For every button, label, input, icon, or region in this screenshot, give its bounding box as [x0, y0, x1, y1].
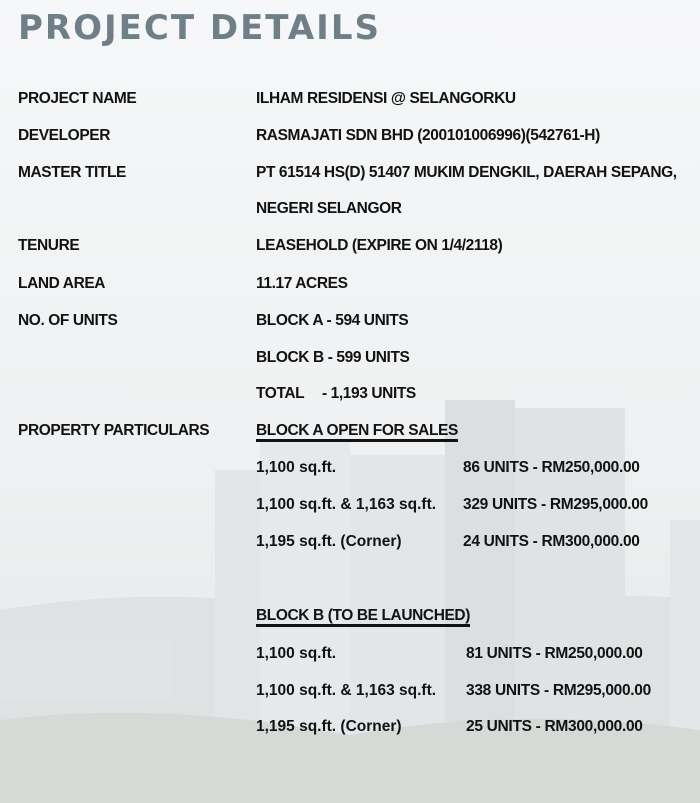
developer-value: RASMAJATI SDN BHD (200101006996)(542761-H): [256, 127, 600, 144]
tenure-label: TENURE: [18, 237, 80, 254]
no-of-units-label: NO. OF UNITS: [18, 312, 118, 329]
land-area-label: LAND AREA: [18, 275, 106, 292]
block-a-heading: BLOCK A OPEN FOR SALES: [256, 422, 458, 439]
block-b-row-2-price: 338 UNITS - RM295,000.00: [466, 682, 651, 699]
block-a-row-3-size: 1,195 sq.ft. (Corner): [256, 533, 402, 550]
total-units-label: TOTAL: [256, 385, 305, 402]
block-a-row-1-price: 86 UNITS - RM250,000.00: [463, 459, 640, 476]
project-name-value: ILHAM RESIDENSI @ SELANGORKU: [256, 90, 516, 107]
tenure-value: LEASEHOLD (EXPIRE ON 1/4/2118): [256, 237, 503, 254]
land-area-value: 11.17 ACRES: [256, 275, 348, 292]
master-title-label: MASTER TITLE: [18, 164, 126, 181]
block-b-row-1-price: 81 UNITS - RM250,000.00: [466, 645, 643, 662]
project-name-label: PROJECT NAME: [18, 90, 137, 107]
block-a-row-3-price: 24 UNITS - RM300,000.00: [463, 533, 640, 550]
block-a-row-1-size: 1,100 sq.ft.: [256, 459, 337, 476]
block-b-units: BLOCK B - 599 UNITS: [256, 349, 410, 366]
block-a-row-2-size: 1,100 sq.ft. & 1,163 sq.ft.: [256, 496, 437, 513]
block-a-units: BLOCK A - 594 UNITS: [256, 312, 409, 329]
block-b-row-3-price: 25 UNITS - RM300,000.00: [466, 718, 643, 735]
block-a-row-2-price: 329 UNITS - RM295,000.00: [463, 496, 648, 513]
block-b-heading: BLOCK B (TO BE LAUNCHED): [256, 607, 470, 624]
master-title-value-line1: PT 61514 HS(D) 51407 MUKIM DENGKIL, DAERAH SEPANG,: [256, 164, 677, 181]
property-particulars-label: PROPERTY PARTICULARS: [18, 422, 210, 439]
master-title-value-line2: NEGERI SELANGOR: [256, 200, 402, 217]
block-b-row-3-size: 1,195 sq.ft. (Corner): [256, 718, 402, 735]
total-units: [256, 385, 416, 403]
total-units-value: - 1,193 UNITS: [322, 385, 416, 402]
block-b-row-1-size: 1,100 sq.ft.: [256, 645, 337, 662]
block-b-row-2-size: 1,100 sq.ft. & 1,163 sq.ft.: [256, 682, 437, 699]
developer-label: DEVELOPER: [18, 127, 111, 144]
page-title: PROJECT DETAILS: [18, 8, 381, 48]
